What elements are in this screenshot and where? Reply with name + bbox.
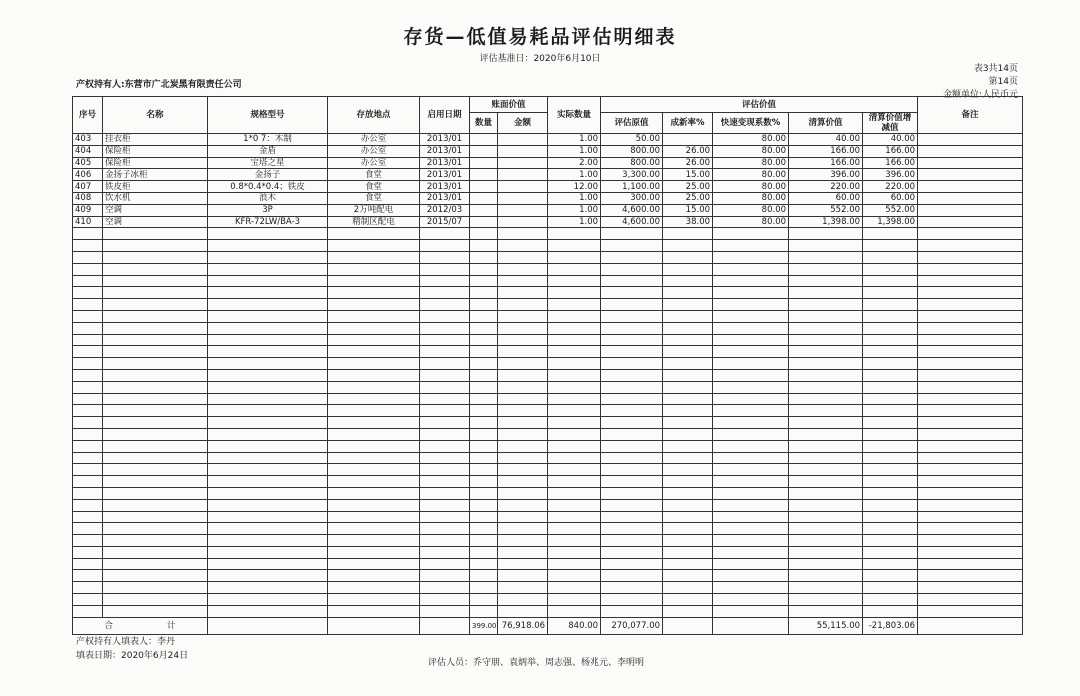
cell-orig-value: 800.00	[601, 157, 663, 169]
cell-actual-qty: 12.00	[548, 181, 601, 193]
cell-liq-change: 552.00	[863, 204, 918, 216]
blank-row	[73, 310, 1023, 322]
cell-book-amount	[498, 192, 548, 204]
total-liq-value: 55,115.00	[789, 617, 863, 634]
blank-row	[73, 452, 1023, 464]
cell-liq-value: 166.00	[789, 157, 863, 169]
blank-row	[73, 346, 1023, 358]
cell-actual-qty: 1.00	[548, 169, 601, 181]
col-book-amount: 金额	[498, 113, 548, 134]
cell-spec: 浪木	[208, 192, 328, 204]
cell-liq-change: 166.00	[863, 145, 918, 157]
cell-location: 办公室	[328, 145, 420, 157]
col-newness: 成新率%	[663, 113, 713, 134]
cell-liq-value: 1,398.00	[789, 216, 863, 228]
cell-book-qty	[470, 192, 498, 204]
total-label: 合 计	[73, 617, 208, 634]
cell-seq: 409	[73, 204, 103, 216]
table-row	[73, 157, 1023, 169]
blank-row	[73, 358, 1023, 370]
total-book-amount: 76,918.06	[498, 617, 548, 634]
cell-remark	[918, 204, 1023, 216]
blank-row	[73, 523, 1023, 535]
blank-row	[73, 487, 1023, 499]
cell-orig-value: 1,100.00	[601, 181, 663, 193]
total-orig-value: 270,077.00	[601, 617, 663, 634]
cell-book-amount	[498, 204, 548, 216]
blank-row	[73, 546, 1023, 558]
fill-date: 填表日期：2020年6月24日	[76, 651, 189, 661]
blank-row	[73, 558, 1023, 570]
cell-actual-qty: 1.00	[548, 145, 601, 157]
cell-remark	[918, 181, 1023, 193]
blank-row	[73, 334, 1023, 346]
table-row	[73, 145, 1023, 157]
blank-row	[73, 511, 1023, 523]
blank-row	[73, 393, 1023, 405]
cell-name: 空调	[103, 204, 208, 216]
blank-row	[73, 405, 1023, 417]
blank-row	[73, 476, 1023, 488]
cell-start-date: 2013/01	[420, 134, 470, 146]
blank-row	[73, 594, 1023, 606]
col-liq-value: 清算价值	[789, 113, 863, 134]
col-eval-value: 评估价值	[601, 97, 918, 113]
evaluators: 评估人员：乔守朋、袁炳举、周志强、杨兆元、李明明	[428, 658, 645, 668]
col-fast-coef: 快速变现系数%	[713, 113, 789, 134]
cell-start-date: 2013/01	[420, 169, 470, 181]
cell-book-amount	[498, 181, 548, 193]
total-book-qty: 399.00	[470, 617, 498, 634]
cell-liq-change: 220.00	[863, 181, 918, 193]
cell-remark	[918, 216, 1023, 228]
cell-newness: 25.00	[663, 181, 713, 193]
cell-actual-qty: 2.00	[548, 157, 601, 169]
cell-start-date: 2013/01	[420, 192, 470, 204]
cell-name: 铁皮柜	[103, 181, 208, 193]
cell-remark	[918, 169, 1023, 181]
cell-newness: 26.00	[663, 145, 713, 157]
page-number: 第14页	[988, 77, 1018, 87]
cell-seq: 404	[73, 145, 103, 157]
cell-spec: 1*0 7：木制	[208, 134, 328, 146]
cell-actual-qty: 1.00	[548, 134, 601, 146]
blank-row	[73, 428, 1023, 440]
cell-spec: 0.8*0.4*0.4；铁皮	[208, 181, 328, 193]
cell-seq: 403	[73, 134, 103, 146]
cell-spec: 3P	[208, 204, 328, 216]
cell-start-date: 2013/01	[420, 145, 470, 157]
cell-seq: 408	[73, 192, 103, 204]
total-liq-change: -21,803.06	[863, 617, 918, 634]
cell-location: 食堂	[328, 169, 420, 181]
cell-book-qty	[470, 181, 498, 193]
cell-book-qty	[470, 216, 498, 228]
table-row	[73, 169, 1023, 181]
table-row	[73, 204, 1023, 216]
cell-spec: 金盾	[208, 145, 328, 157]
blank-row	[73, 570, 1023, 582]
cell-book-amount	[498, 145, 548, 157]
blank-row	[73, 369, 1023, 381]
cell-location: 食堂	[328, 192, 420, 204]
cell-seq: 410	[73, 216, 103, 228]
col-actual-qty: 实际数量	[548, 97, 601, 134]
cell-fast-coef: 80.00	[713, 181, 789, 193]
cell-book-amount	[498, 169, 548, 181]
cell-liq-change: 166.00	[863, 157, 918, 169]
base-date: 评估基准日：2020年6月10日	[479, 54, 601, 64]
cell-fast-coef: 80.00	[713, 169, 789, 181]
blank-row	[73, 287, 1023, 299]
col-name: 名称	[103, 97, 208, 134]
cell-liq-value: 220.00	[789, 181, 863, 193]
total-row	[73, 617, 1023, 634]
blank-row	[73, 228, 1023, 240]
cell-fast-coef: 80.00	[713, 216, 789, 228]
cell-remark	[918, 157, 1023, 169]
blank-row	[73, 535, 1023, 547]
table-row	[73, 216, 1023, 228]
blank-row	[73, 582, 1023, 594]
cell-fast-coef: 80.00	[713, 157, 789, 169]
cell-orig-value: 50.00	[601, 134, 663, 146]
cell-location: 精制区配电	[328, 216, 420, 228]
table-row	[73, 192, 1023, 204]
cell-name: 挂衣柜	[103, 134, 208, 146]
cell-spec: 宝塔之星	[208, 157, 328, 169]
cell-liq-change: 396.00	[863, 169, 918, 181]
amount-unit: 金额单位:人民币元	[942, 90, 1018, 100]
cell-seq: 407	[73, 181, 103, 193]
blank-row	[73, 240, 1023, 252]
col-book-qty: 数量	[470, 113, 498, 134]
cell-location: 办公室	[328, 134, 420, 146]
col-spec: 规格型号	[208, 97, 328, 134]
cell-fast-coef: 80.00	[713, 134, 789, 146]
cell-remark	[918, 192, 1023, 204]
cell-name: 金扬子冰柜	[103, 169, 208, 181]
cell-liq-value: 40.00	[789, 134, 863, 146]
cell-liq-change: 1,398.00	[863, 216, 918, 228]
cell-liq-value: 552.00	[789, 204, 863, 216]
blank-row	[73, 499, 1023, 511]
cell-start-date: 2012/03	[420, 204, 470, 216]
cell-newness: 26.00	[663, 157, 713, 169]
cell-name: 保险柜	[103, 157, 208, 169]
cell-liq-value: 60.00	[789, 192, 863, 204]
pages-total: 表3共14页	[973, 64, 1018, 74]
cell-location: 办公室	[328, 157, 420, 169]
cell-location: 2万吨配电	[328, 204, 420, 216]
blank-row	[73, 322, 1023, 334]
col-orig-value: 评估原值	[601, 113, 663, 134]
col-book-value: 账面价值	[470, 97, 548, 113]
property-owner: 产权持有人:东营市广北炭黑有限责任公司	[76, 80, 242, 90]
cell-book-amount	[498, 157, 548, 169]
blank-row	[73, 417, 1023, 429]
cell-book-qty	[470, 134, 498, 146]
col-remark: 备注	[918, 97, 1023, 134]
page-title: 存货—低值易耗品评估明细表	[403, 26, 677, 48]
cell-start-date: 2013/01	[420, 181, 470, 193]
cell-newness: 15.00	[663, 204, 713, 216]
cell-name: 空调	[103, 216, 208, 228]
blank-row	[73, 605, 1023, 617]
cell-newness: 25.00	[663, 192, 713, 204]
cell-seq: 405	[73, 157, 103, 169]
cell-orig-value: 4,600.00	[601, 204, 663, 216]
blank-row	[73, 440, 1023, 452]
blank-row	[73, 381, 1023, 393]
cell-actual-qty: 1.00	[548, 192, 601, 204]
total-actual-qty: 840.00	[548, 617, 601, 634]
cell-spec: KFR-72LW/BA-3	[208, 216, 328, 228]
cell-seq: 406	[73, 169, 103, 181]
cell-liq-change: 60.00	[863, 192, 918, 204]
cell-liq-value: 396.00	[789, 169, 863, 181]
cell-orig-value: 4,600.00	[601, 216, 663, 228]
cell-remark	[918, 145, 1023, 157]
cell-book-amount	[498, 134, 548, 146]
cell-location: 食堂	[328, 181, 420, 193]
cell-remark	[918, 134, 1023, 146]
cell-book-qty	[470, 145, 498, 157]
cell-actual-qty: 1.00	[548, 204, 601, 216]
cell-orig-value: 300.00	[601, 192, 663, 204]
cell-book-qty	[470, 169, 498, 181]
blank-row	[73, 275, 1023, 287]
cell-liq-change: 40.00	[863, 134, 918, 146]
cell-book-qty	[470, 204, 498, 216]
cell-actual-qty: 1.00	[548, 216, 601, 228]
col-liq-change: 清算价值增减值	[863, 113, 918, 134]
cell-newness: 38.00	[663, 216, 713, 228]
cell-newness: 15.00	[663, 169, 713, 181]
cell-fast-coef: 80.00	[713, 145, 789, 157]
cell-orig-value: 800.00	[601, 145, 663, 157]
cell-name: 保险柜	[103, 145, 208, 157]
col-location: 存放地点	[328, 97, 420, 134]
cell-book-amount	[498, 216, 548, 228]
cell-spec: 金扬子	[208, 169, 328, 181]
cell-fast-coef: 80.00	[713, 204, 789, 216]
cell-start-date: 2013/01	[420, 157, 470, 169]
blank-row	[73, 299, 1023, 311]
form-filler: 产权持有人填表人：李丹	[76, 637, 176, 647]
valuation-table	[72, 96, 1023, 635]
blank-row	[73, 263, 1023, 275]
cell-fast-coef: 80.00	[713, 192, 789, 204]
blank-row	[73, 464, 1023, 476]
table-row	[73, 181, 1023, 193]
cell-orig-value: 3,300.00	[601, 169, 663, 181]
blank-row	[73, 251, 1023, 263]
cell-liq-value: 166.00	[789, 145, 863, 157]
cell-start-date: 2015/07	[420, 216, 470, 228]
cell-book-qty	[470, 157, 498, 169]
col-seq: 序号	[73, 97, 103, 134]
col-start-date: 启用日期	[420, 97, 470, 134]
table-row	[73, 134, 1023, 146]
cell-name: 饮水机	[103, 192, 208, 204]
cell-newness	[663, 134, 713, 146]
